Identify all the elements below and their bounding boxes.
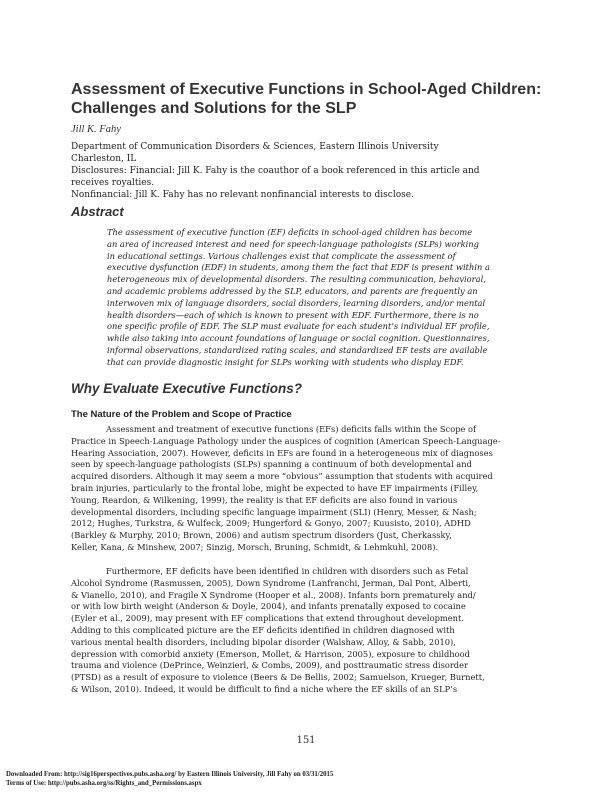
abstract-line: in educational settings. Various challenges exist that complicate the assessment of <box>107 250 456 261</box>
subsection-heading: The Nature of the Problem and Scope of Practice <box>71 409 292 420</box>
abstract-text <box>107 227 547 369</box>
abstract-line: executive dysfunction (EDF) in students, among them the fact that EDF is present within a <box>107 262 490 273</box>
paragraph-line: depression with comorbid anxiety (Emerson, Mollet, & Harrison, 2005), exposure to childhood <box>71 648 470 659</box>
title-line: Challenges and Solutions for the SLP <box>71 100 357 117</box>
paragraph-line: Practice in Speech-Language Pathology under the auspices of cognition (American Speech-Language- <box>71 435 501 446</box>
paragraph-line: (PTSD) as a result of exposure to violence (Beers & De Bellis, 2002; Samuelson, Krueger, Burnett, <box>71 672 485 683</box>
paragraph-line: & Wilson, 2010). Indeed, it would be difficult to find a niche where the EF skills of an SLP’s <box>71 683 458 694</box>
paragraph-line: & Vianello, 2010), and Fragile X Syndrome (Hooper et al., 2008). Infants born prematurely and/ <box>71 589 476 600</box>
abstract-line: The assessment of executive function (EF) deficits in school-aged children has become <box>107 227 473 237</box>
affiliation-line: Charleston, IL <box>71 154 137 164</box>
body-paragraph-2 <box>71 566 551 696</box>
paragraph-line: developmental disorders, including specific language impairment (SLI) (Henry, Messer, & Nash; <box>71 506 477 517</box>
paragraph-line: Keller, Kana, & Minshew, 2007; Sinzig, Morsch, Bruning, Schmidt, & Lehmkuhl, 2008). <box>71 541 439 552</box>
abstract-line: that can provide diagnostic insight for SLPs working with students who display EDF. <box>107 356 464 367</box>
paragraph-line: trauma and violence (DePrince, Weinzierl, & Combs, 2009), and posttraumatic stress disorder <box>71 660 468 671</box>
disclosure-line: Disclosures: Financial: Jill K. Fahy is the coauthor of a book referenced in this article and <box>71 166 480 176</box>
paragraph-line: or with low birth weight (Anderson & Doyle, 2004), and infants prenatally exposed to cocaine <box>71 601 466 612</box>
affiliation-block <box>71 141 551 201</box>
disclosure-line: Nonfinancial: Jill K. Fahy has no relevant nonfinancial interests to disclose. <box>71 190 414 200</box>
abstract-line: interwoven mix of language disorders, social disorders, learning disorders, and/or mental <box>107 297 486 308</box>
paragraph-line: seen by speech-language pathologists (SLPs) spanning a continuum of both developmental and <box>71 459 472 470</box>
paragraph-line: (Eyler et al., 2009), may present with EF complications that extend throughout development. <box>71 613 464 624</box>
affiliation-line: Department of Communication Disorders & Sciences, Eastern Illinois University <box>71 142 439 152</box>
paragraph-line: brain injuries, particularly to the frontal lobe, might be expected to have EF impairments (Filley, <box>71 482 479 493</box>
paragraph-line: acquired disorders. Although it may seem a more “obvious” assumption that students with acquired <box>71 471 493 482</box>
paragraph-line: 2012; Hughes, Turkstra, & Wulfeck, 2009; Hungerford & Gonyo, 2007; Kuusisto, 2010), ADHD <box>71 518 471 529</box>
section-heading: Why Evaluate Executive Functions? <box>71 381 303 396</box>
abstract-line: one specific profile of EDF. The SLP must evaluate for each student’s individual EF profile, <box>107 321 490 332</box>
paragraph-line: Young, Reardon, & Wilkening, 1999), the reality is that EF deficits are also found in various <box>71 494 458 505</box>
abstract-line: health disorders—each of which is known to present with EDF. Furthermore, there is no <box>107 309 479 320</box>
abstract-line: informal observations, standardized rating scales, and standardized EF tests are available <box>107 344 488 355</box>
paragraph-line: Assessment and treatment of executive functions (EFs) deficits falls within the Scope of <box>106 424 477 434</box>
abstract-line: heterogeneous mix of developmental disorders. The resulting communication, behavioral, <box>107 274 486 285</box>
paragraph-line: (Barkley & Murphy, 2010; Brown, 2006) and autism spectrum disorders (Just, Cherkassky, <box>71 530 452 541</box>
abstract-line: while also taking into account foundations of language or social cognition. Questionnaires, <box>107 333 490 344</box>
page-number: 151 <box>296 735 316 746</box>
paragraph-line: Hearing Association, 2007). However, deficits in EFs are found in a heterogeneous mix of diagnoses <box>71 447 493 458</box>
paragraph-line: Furthermore, EF deficits have been identified in children with disorders such as Fetal <box>106 566 469 576</box>
article-title <box>71 80 551 118</box>
title-line: Assessment of Executive Functions in School-Aged Children: <box>71 81 542 98</box>
author-name: Jill K. Fahy <box>71 124 121 135</box>
abstract-line: an area of increased interest and need for speech-language pathologists (SLPs) working <box>107 238 479 249</box>
disclosure-line: receives royalties. <box>71 178 155 188</box>
body-paragraph-1 <box>71 424 551 554</box>
download-footer <box>6 771 333 788</box>
terms-of-use-link[interactable]: Terms of Use: http://pubs.asha.org/ss/Rights_and_Permissions.aspx <box>6 779 202 787</box>
download-notice: Downloaded From: http://sig16perspectives.pubs.asha.org/ by Eastern Illinois University, Jill Fahy on 03/31/2015 <box>6 771 334 778</box>
abstract-line: and academic problems addressed by the SLP, educators, and parents are frequently an <box>107 285 478 296</box>
paragraph-line: Alcohol Syndrome (Rasmussen, 2005), Down Syndrome (Lanfranchi, Jerman, Dal Pont, Alberti, <box>71 577 471 588</box>
paragraph-line: Adding to this complicated picture are the EF deficits identified in children diagnosed with <box>71 624 455 635</box>
abstract-heading: Abstract <box>71 204 124 219</box>
paragraph-line: various mental health disorders, including bipolar disorder (Walshaw, Alloy, & Sabb, 2010), <box>71 636 456 647</box>
